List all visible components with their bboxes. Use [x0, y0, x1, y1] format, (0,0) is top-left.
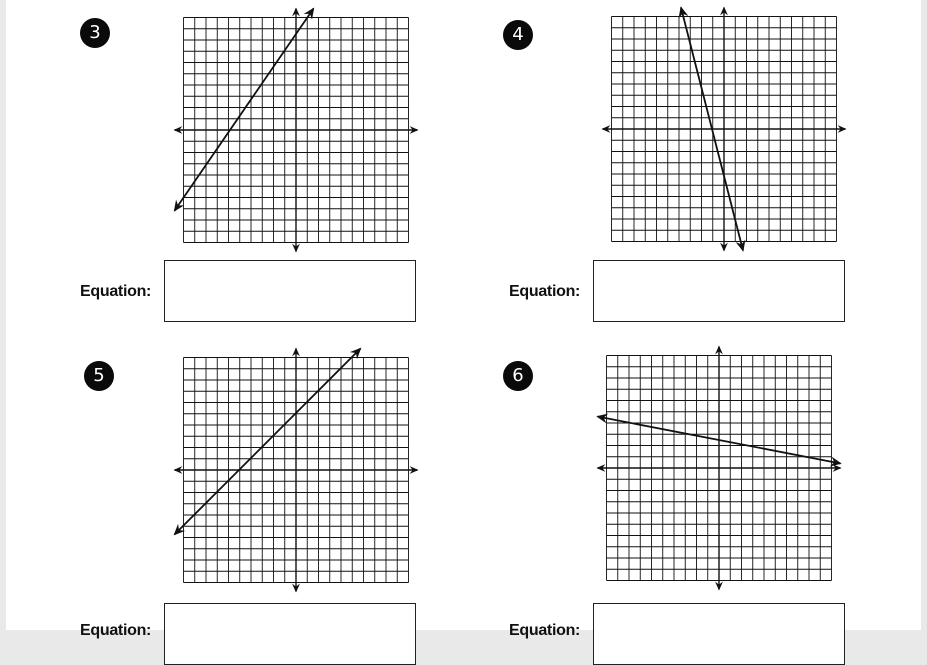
problem-number-badge: 4	[503, 20, 533, 50]
equation-answer-box[interactable]	[593, 260, 845, 322]
worksheet-page	[6, 0, 921, 639]
problem-number-badge: 5	[84, 361, 114, 391]
equation-answer-box[interactable]	[164, 260, 416, 322]
equation-label: Equation:	[509, 622, 581, 639]
equation-label: Equation:	[509, 283, 581, 300]
equation-label: Equation:	[80, 283, 152, 300]
equation-answer-box[interactable]	[593, 603, 845, 665]
problem-number-badge: 6	[503, 361, 533, 391]
equation-label: Equation:	[80, 622, 152, 639]
equation-answer-box[interactable]	[164, 603, 416, 665]
problem-number-badge: 3	[80, 18, 110, 48]
graphed-line	[175, 9, 314, 211]
coordinate-graph	[164, 340, 426, 600]
coordinate-graph	[162, 0, 424, 260]
coordinate-graph	[590, 340, 854, 600]
graphed-line	[175, 349, 361, 535]
coordinate-graph	[592, 0, 854, 260]
